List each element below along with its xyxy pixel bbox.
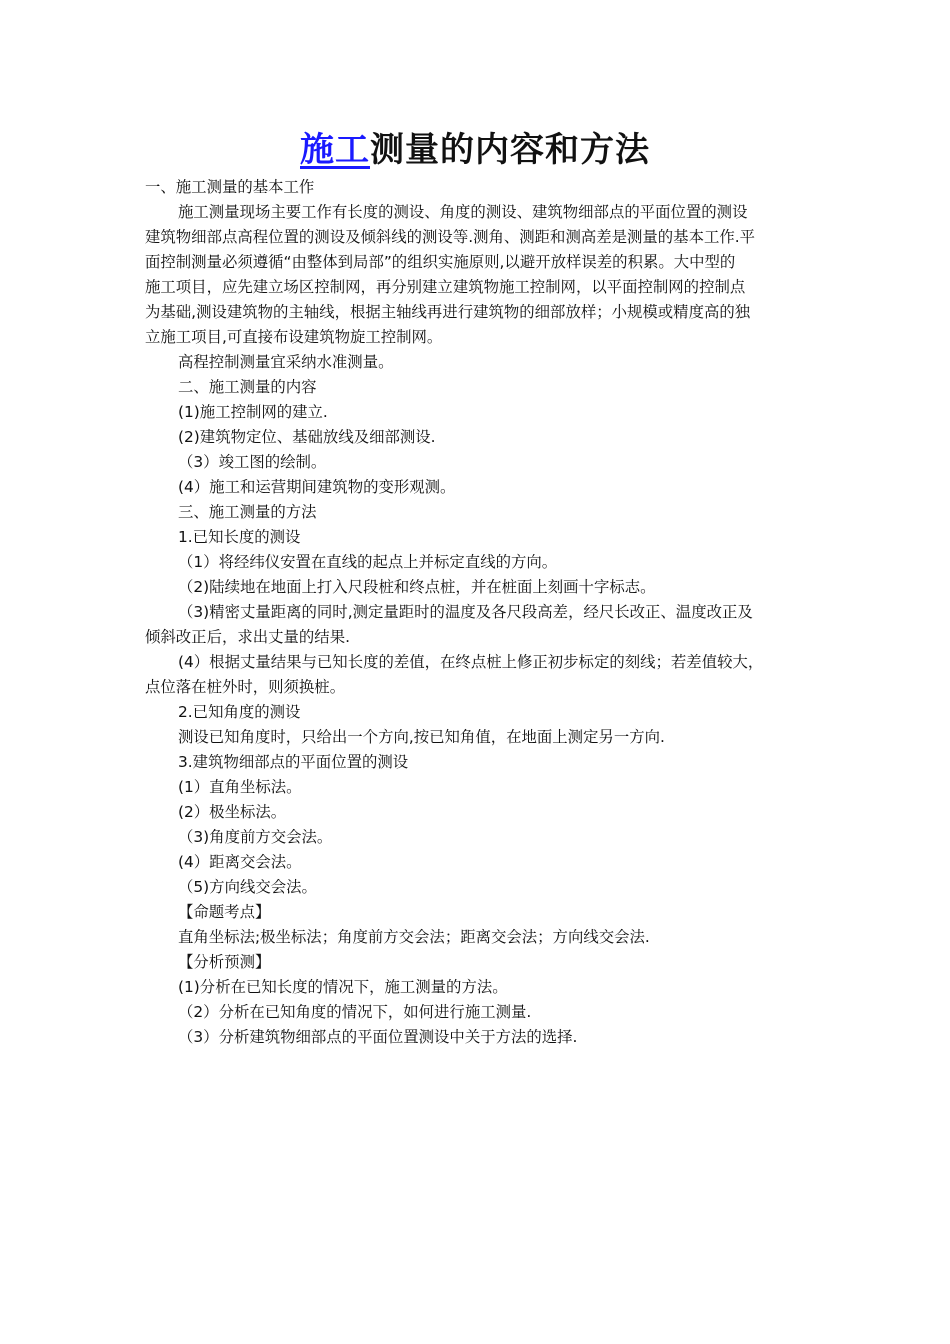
section-heading: 三、施工测量的方法 [178,503,317,521]
list-item: （5)方向线交会法。 [178,878,317,896]
paragraph-line: 立施工项目,可直接布设建筑物旋工控制网。 [145,328,443,346]
list-item: （2)陆续地在地面上打入尺段桩和终点桩，并在桩面上刻画十字标志。 [178,578,656,596]
title-text: 测量的内容和方法 [370,130,650,170]
paragraph-line: 高程控制测量宜采纳水准测量。 [178,353,394,371]
list-item: （2）分析在已知角度的情况下，如何进行施工测量. [178,1003,532,1021]
list-item: (4）根据丈量结果与已知长度的差值，在终点桩上修正初步标定的刻线；若差值较大， [178,653,764,671]
title-link[interactable]: 施工 [300,130,370,170]
subsection-heading: 2.已知角度的测设 [178,703,301,721]
paragraph-line: 施工测量现场主要工作有长度的测设、角度的测设、建筑物细部点的平面位置的测设 [178,203,748,221]
list-item: (1)分析在已知长度的情况下，施工测量的方法。 [178,978,508,996]
subsection-heading: 1.已知长度的测设 [178,528,301,546]
section-label: 【分析预测】 [178,953,271,971]
section-label: 【命题考点】 [178,903,271,921]
paragraph-line: 测设已知角度时，只给出一个方向,按已知角值，在地面上测定另一方向. [178,728,665,746]
list-item: (2）极坐标法。 [178,803,287,821]
list-item: （3）竣工图的绘制。 [178,453,327,471]
section-heading: 一、施工测量的基本工作 [145,178,315,196]
document-body [145,175,820,1050]
list-item-continuation: 倾斜改正后，求出丈量的结果. [145,628,350,646]
document-title [0,128,950,172]
paragraph-line: 施工项目，应先建立场区控制网，再分别建立建筑物施工控制网，以平面控制网的控制点 [145,278,746,296]
paragraph-line: 为基础,测设建筑物的主轴线，根据主轴线再进行建筑物的细部放样；小规模或精度高的独 [145,303,751,321]
list-item: (1)施工控制网的建立. [178,403,328,421]
list-item-continuation: 点位落在桩外时，则须换桩。 [145,678,346,696]
list-item: （3)角度前方交会法。 [178,828,333,846]
list-item: (1）直角坐标法。 [178,778,302,796]
paragraph-line: 直角坐标法;极坐标法；角度前方交会法；距离交会法；方向线交会法. [178,928,650,946]
list-item: （3)精密丈量距离的同时,测定量距时的温度及各尺段高差，经尺长改正、温度改正及 [178,603,753,621]
paragraph-line: 面控制测量必须遵循“由整体到局部”的组织实施原则,以避开放样误差的积累。大中型的 [145,253,736,271]
list-item: （1）将经纬仪安置在直线的起点上并标定直线的方向。 [178,553,558,571]
subsection-heading: 3.建筑物细部点的平面位置的测设 [178,753,409,771]
list-item: (2)建筑物定位、基础放线及细部测设. [178,428,436,446]
section-heading: 二、施工测量的内容 [178,378,317,396]
list-item: （3）分析建筑物细部点的平面位置测设中关于方法的选择. [178,1028,578,1046]
list-item: (4）施工和运营期间建筑物的变形观测。 [178,478,456,496]
paragraph-line: 建筑物细部点高程位置的测设及倾斜线的测设等.测角、测距和测高差是测量的基本工作.平 [145,228,756,246]
list-item: (4）距离交会法。 [178,853,302,871]
